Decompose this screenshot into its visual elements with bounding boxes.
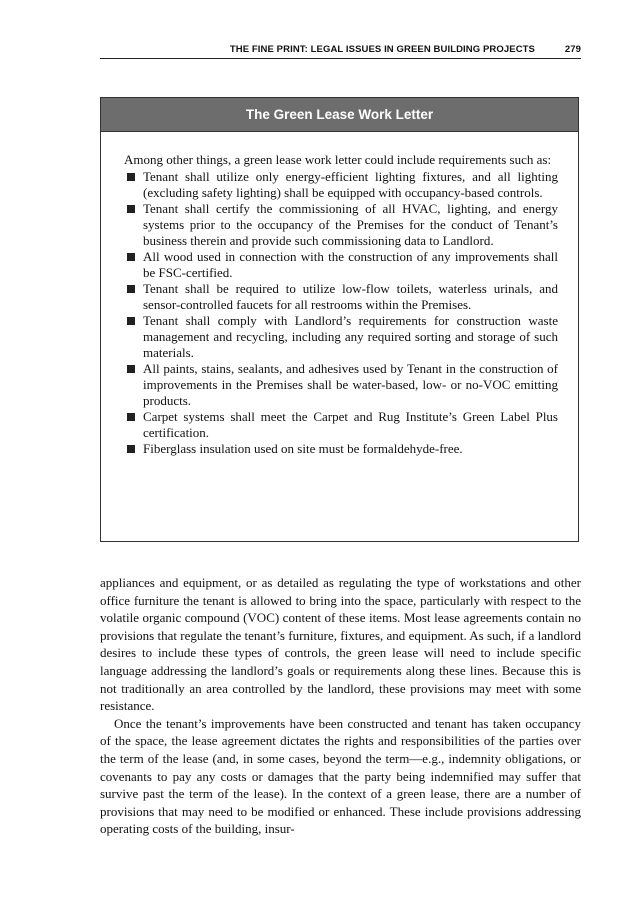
square-bullet-icon <box>127 285 135 293</box>
list-item <box>124 249 558 281</box>
list-item-text: Tenant shall be required to utilize low-flow toilets, waterless urinals, and sensor-controlled faucets for all restrooms within the Premises. <box>143 281 558 312</box>
sidebar-list <box>124 169 558 457</box>
running-head <box>100 40 581 59</box>
list-item <box>124 361 558 409</box>
sidebar-box <box>100 97 579 542</box>
square-bullet-icon <box>127 365 135 373</box>
square-bullet-icon <box>127 205 135 213</box>
list-item <box>124 281 558 313</box>
body-text <box>100 574 581 838</box>
list-item <box>124 313 558 361</box>
list-item-text: All paints, stains, sealants, and adhesives used by Tenant in the construction of improvements in the Premises shall be water-based, low- or no-VOC emitting products. <box>143 361 558 408</box>
running-head-title: THE FINE PRINT: LEGAL ISSUES IN GREEN BUILDING PROJECTS <box>229 44 535 55</box>
square-bullet-icon <box>127 317 135 325</box>
list-item-text: Carpet systems shall meet the Carpet and Rug Institute’s Green Label Plus certification. <box>143 409 558 440</box>
sidebar-intro: Among other things, a green lease work letter could include requirements such as: <box>124 152 552 167</box>
list-item-text: Tenant shall comply with Landlord’s requirements for construction waste management and recycling, including any required sorting and storage of such materials. <box>143 313 558 360</box>
list-item-text: Fiberglass insulation used on site must be formaldehyde-free. <box>143 441 463 456</box>
sidebar-title: The Green Lease Work Letter <box>101 98 578 132</box>
square-bullet-icon <box>127 253 135 261</box>
paragraph: Once the tenant’s improvements have been constructed and tenant has taken occupancy of the space, the lease agreement dictates the rights and responsibilities of the parties over the term of the lease (and, in some cases, beyond the term—e.g., indemnity obligations, or covenants to pay any costs or damages that the party being indemnified may suffer that survive past the term of the lease). In the context of a green lease, there are a number of provisions that may need to be modified or enhanced. These include provisions addressing operating costs of the building, insur- <box>100 715 581 837</box>
list-item <box>124 201 558 249</box>
list-item <box>124 441 558 457</box>
list-item <box>124 169 558 201</box>
sidebar-body <box>124 152 558 457</box>
paragraph: appliances and equipment, or as detailed as regulating the type of workstations and other office furniture the tenant is allowed to bring into the space, particularly with respect to the volatile organic compound (VOC) content of these items. Most lease agreements contain no provisions that regulate the tenant’s furniture, fixtures, and equipment. As such, if a landlord desires to include these types of controls, the green lease will need to include specific language addressing the landlord’s goals or requirements along these lines. Because this is not traditionally an area controlled by the landlord, these provisions may meet with some resistance. <box>100 575 581 714</box>
page-number: 279 <box>564 44 581 55</box>
list-item-text: Tenant shall certify the commissioning of all HVAC, lighting, and energy systems prior to the occupancy of the Premises for the conduct of Tenant’s business therein and provide such commissioning data to Landlord. <box>143 201 558 248</box>
square-bullet-icon <box>127 173 135 181</box>
list-item-text: All wood used in connection with the construction of any improvements shall be FSC-certified. <box>143 249 558 280</box>
list-item <box>124 409 558 441</box>
square-bullet-icon <box>127 445 135 453</box>
list-item-text: Tenant shall utilize only energy-efficient lighting fixtures, and all lighting (excluding safety lighting) shall be equipped with occupancy-based controls. <box>143 169 558 200</box>
square-bullet-icon <box>127 413 135 421</box>
